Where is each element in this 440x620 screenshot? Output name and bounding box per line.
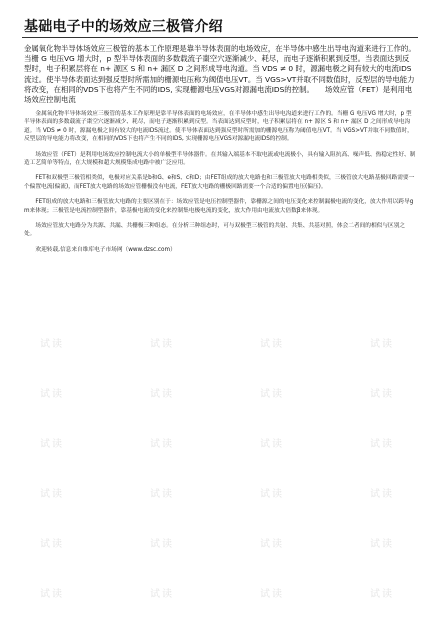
document-title: 基础电子中的场效应三极管介绍 <box>24 19 223 35</box>
watermark: 试读 <box>370 389 394 400</box>
watermark: 试读 <box>370 439 394 450</box>
watermark: 试读 <box>260 439 284 450</box>
watermark: 试读 <box>150 439 174 450</box>
watermark: 试读 <box>150 489 174 500</box>
body-paragraph: 场效应管放大电路分为共源、共漏、共栅极三种组态。在分析三种组态时，可与双极型三极管的共射、共集、共基对照，体会二者间的相似与区别之处。 <box>24 223 406 238</box>
body-paragraph: FET组成的放大电路和三极管放大电路的主要区别在于：场效应管是电压控制型器件，靠栅源之间的电压变化来控制漏极电流的变化，放大作用以跨导gm来体现；三极管是电流控制型器件，靠基极电流的变化来控制集电极电流的变化，放大作用由电流放大倍数β来体现。 <box>24 199 414 214</box>
body-paragraph: 金属氧化物半导体场效应三极管的基本工作原理是靠半导体表面的电场效应，在半导体中感生出导电沟道来进行工作的。当栅 G 电压VG 增大时，p 型半导体表面的多数载流子棗空穴逐渐减少、耗尽，而电子逐渐积累到反型。当表面达到反型时，电子积累层将在 n+ 源区 S 和 n+ 漏区 D 之间形成导电沟道。当 VDS ≠ 0 时，源漏电极之间有较大的电流IDS流过。使半导体表面达到强反型时所需加的栅源电压称为阈值电压VT。当 VGS>VT并取不同数值时，反型层的导电能力将改变，在相同的VDS下也将产生不同的IDS, 实现栅源电压VGS对源漏电流IDS的控制。 <box>24 111 413 143</box>
watermark: 试读 <box>40 589 64 600</box>
watermark: 试读 <box>370 539 394 550</box>
watermark: 试读 <box>260 389 284 400</box>
intro-paragraph: 金属氧化物半导体场效应三极管的基本工作原理是靠半导体表面的电场效应，在半导体中感生出导电沟道来进行工作的。当栅 G 电压VG 增大时，p 型半导体表面的多数载流子棗空穴逐渐减少、耗尽，而电子逐渐积累到反型。当表面达到反型时，电子积累层将在 n+ 源区 S 和 n+ 漏区 D 之间形成导电沟道。当 VDS ≠ 0 时，源漏电极之间有较大的电流IDS流过。使半导体表面达到强反型时所需加的栅源电压称为阈值电压VT。当 VGS>VT并取不同数值时，反型层的导电能力将改变，在相同的VDS下也将产生不同的IDS, 实现栅源电压VGS对源漏电流IDS的控制。 场效应管（FET）是利用电场效应控制电流 <box>24 44 416 105</box>
watermark: 试读 <box>150 589 174 600</box>
body-paragraph: 场效应管（FET）是利用电场效应控制电流大小的单极型半导体器件。在其输入端基本不取电流或电流极小，具有输入阻抗高、噪声低、热稳定性好、制造工艺简单等特点，在大规模和超大规模集成电路中被广泛应用。 <box>24 151 416 167</box>
watermark: 试读 <box>40 389 64 400</box>
watermark: 试读 <box>150 389 174 400</box>
body-paragraph: FET和双极型三极管相类似，电极对应关系是b和G、e和S、c和D；由FET组成的放大电路也和三极管放大电路相类似，三极管放大电路基极回路需要一个偏置电流(偏流)，而FET放大电路的场效应管栅极没有电流，FET放大电路的栅极回路需要一个合适的偏置电压(偏压)。 <box>24 175 415 190</box>
watermark: 试读 <box>260 539 284 550</box>
source-note: 欢迎转载,信息来自维库电子市场网（www.dzsc.com） <box>35 246 176 253</box>
watermark: 试读 <box>40 339 64 350</box>
watermark: 试读 <box>40 489 64 500</box>
watermark: 试读 <box>40 539 64 550</box>
watermark: 试读 <box>370 339 394 350</box>
title-divider <box>22 37 418 38</box>
watermark: 试读 <box>370 489 394 500</box>
watermark: 试读 <box>40 439 64 450</box>
watermark: 试读 <box>260 589 284 600</box>
watermark: 试读 <box>150 539 174 550</box>
article-body <box>24 110 416 254</box>
watermark: 试读 <box>260 339 284 350</box>
watermark: 试读 <box>150 339 174 350</box>
watermark: 试读 <box>260 489 284 500</box>
watermark: 试读 <box>370 589 394 600</box>
